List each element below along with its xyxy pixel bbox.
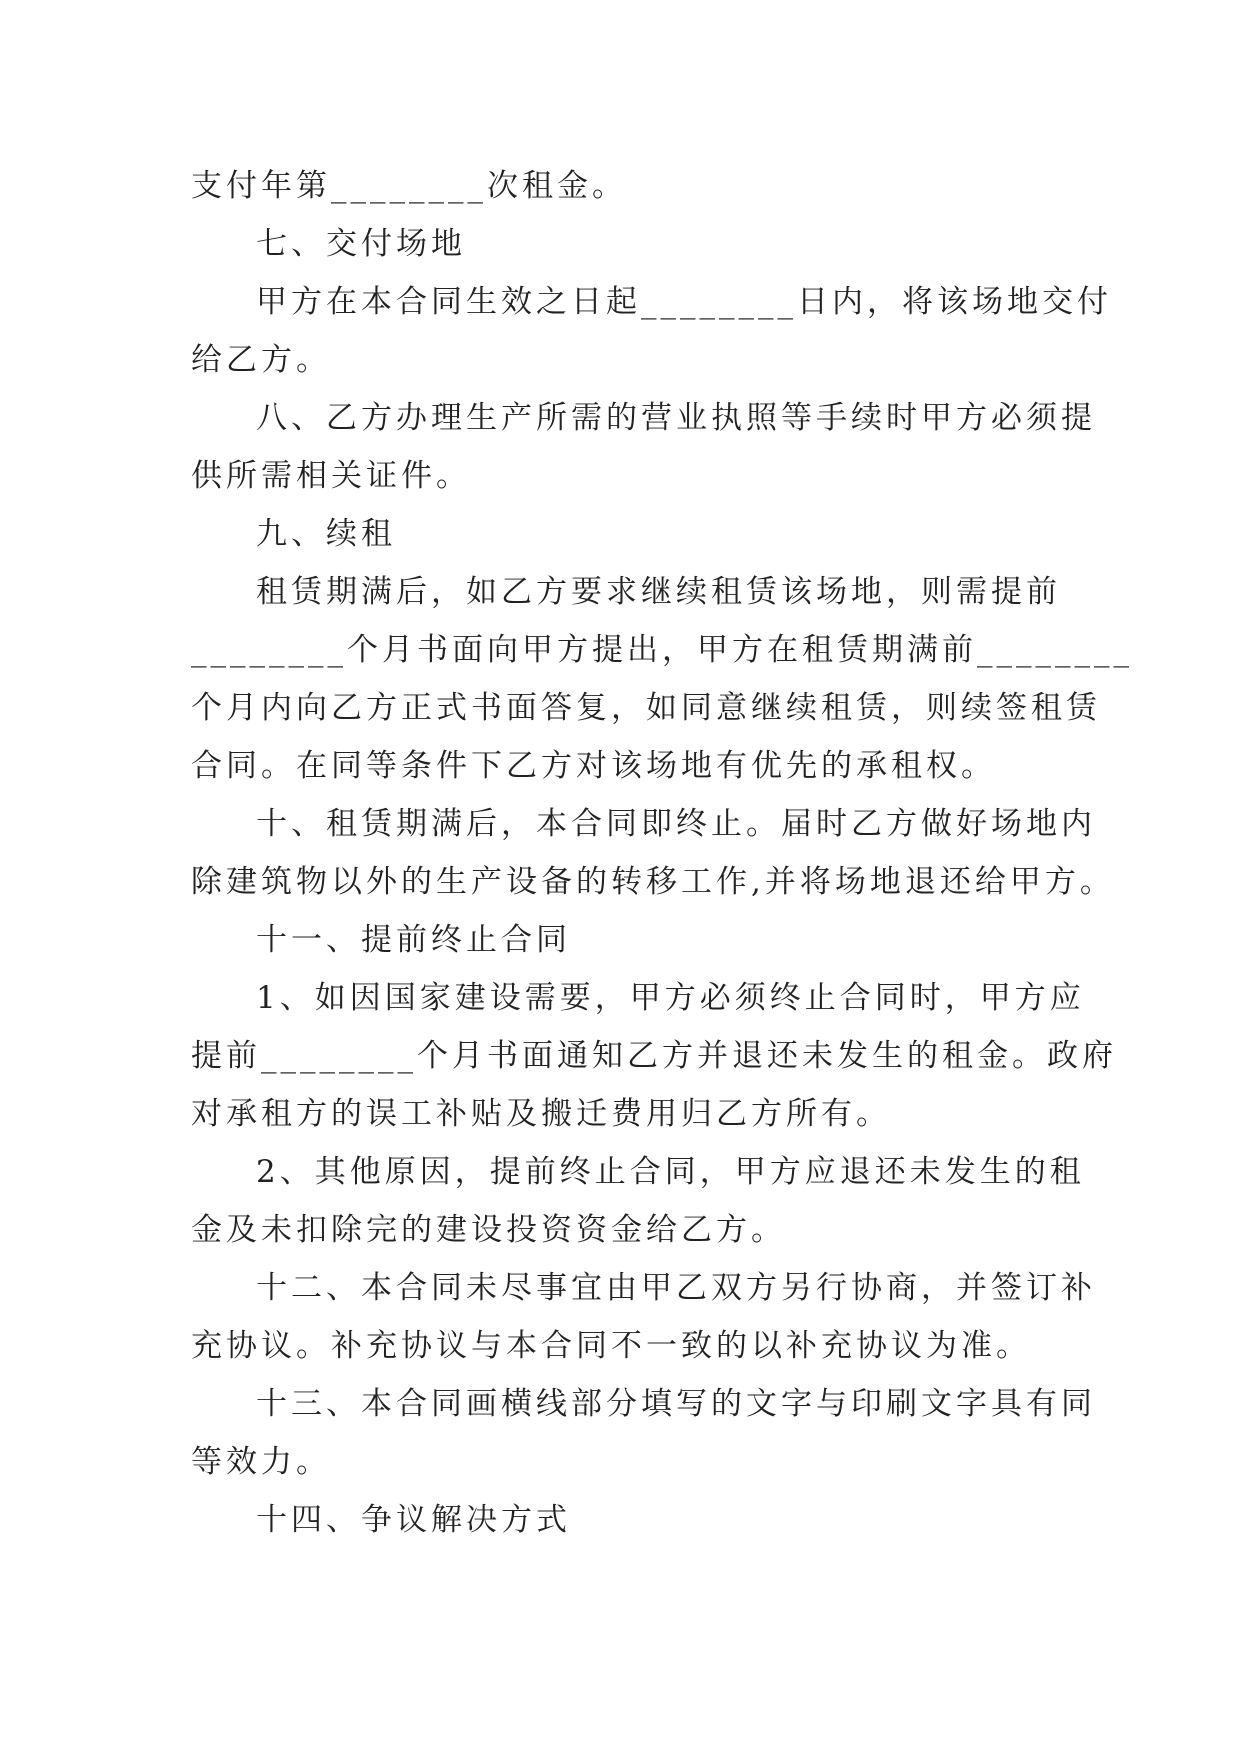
text-line: 十三、本合同画横线部分填写的文字与印刷文字具有同 bbox=[256, 1386, 1096, 1422]
section-heading: 十一、提前终止合同 bbox=[256, 922, 571, 958]
text-line: 支付年第________次租金。 bbox=[191, 168, 627, 204]
text-line: 提前________个月书面通知乙方并退还未发生的租金。政府 bbox=[191, 1038, 1117, 1074]
text-line: 合同。在同等条件下乙方对该场地有优先的承租权。 bbox=[191, 748, 996, 784]
text-line: 供所需相关证件。 bbox=[191, 458, 471, 494]
text-line: 除建筑物以外的生产设备的转移工作,并将场地退还给甲方。 bbox=[191, 864, 1115, 900]
text-line: 租赁期满后，如乙方要求继续租赁该场地，则需提前 bbox=[256, 574, 1061, 610]
text-line: 2、其他原因，提前终止合同，甲方应退还未发生的租 bbox=[256, 1154, 1085, 1190]
text-line: 等效力。 bbox=[191, 1444, 331, 1480]
text-line: 个月内向乙方正式书面答复，如同意继续租赁，则续签租赁 bbox=[191, 690, 1101, 726]
section-heading: 九、续租 bbox=[256, 516, 396, 552]
text-line: 十、租赁期满后，本合同即终止。届时乙方做好场地内 bbox=[256, 806, 1096, 842]
section-heading: 七、交付场地 bbox=[256, 226, 466, 262]
text-line: 1、如因国家建设需要，甲方必须终止合同时，甲方应 bbox=[256, 980, 1085, 1016]
text-line: 十二、本合同未尽事宜由甲乙双方另行协商，并签订补 bbox=[256, 1270, 1096, 1306]
text-line: 充协议。补充协议与本合同不一致的以补充协议为准。 bbox=[191, 1328, 1031, 1364]
text-line: 金及未扣除完的建设投资资金给乙方。 bbox=[191, 1212, 786, 1248]
text-line: 对承租方的误工补贴及搬迁费用归乙方所有。 bbox=[191, 1096, 891, 1132]
text-line: 甲方在本合同生效之日起________日内，将该场地交付 bbox=[256, 284, 1112, 320]
text-line: 八、乙方办理生产所需的营业执照等手续时甲方必须提 bbox=[256, 400, 1096, 436]
text-line: 给乙方。 bbox=[191, 342, 331, 378]
section-heading: 十四、争议解决方式 bbox=[256, 1502, 571, 1538]
text-line: ________个月书面向甲方提出，甲方在租赁期满前________ bbox=[191, 632, 1133, 668]
